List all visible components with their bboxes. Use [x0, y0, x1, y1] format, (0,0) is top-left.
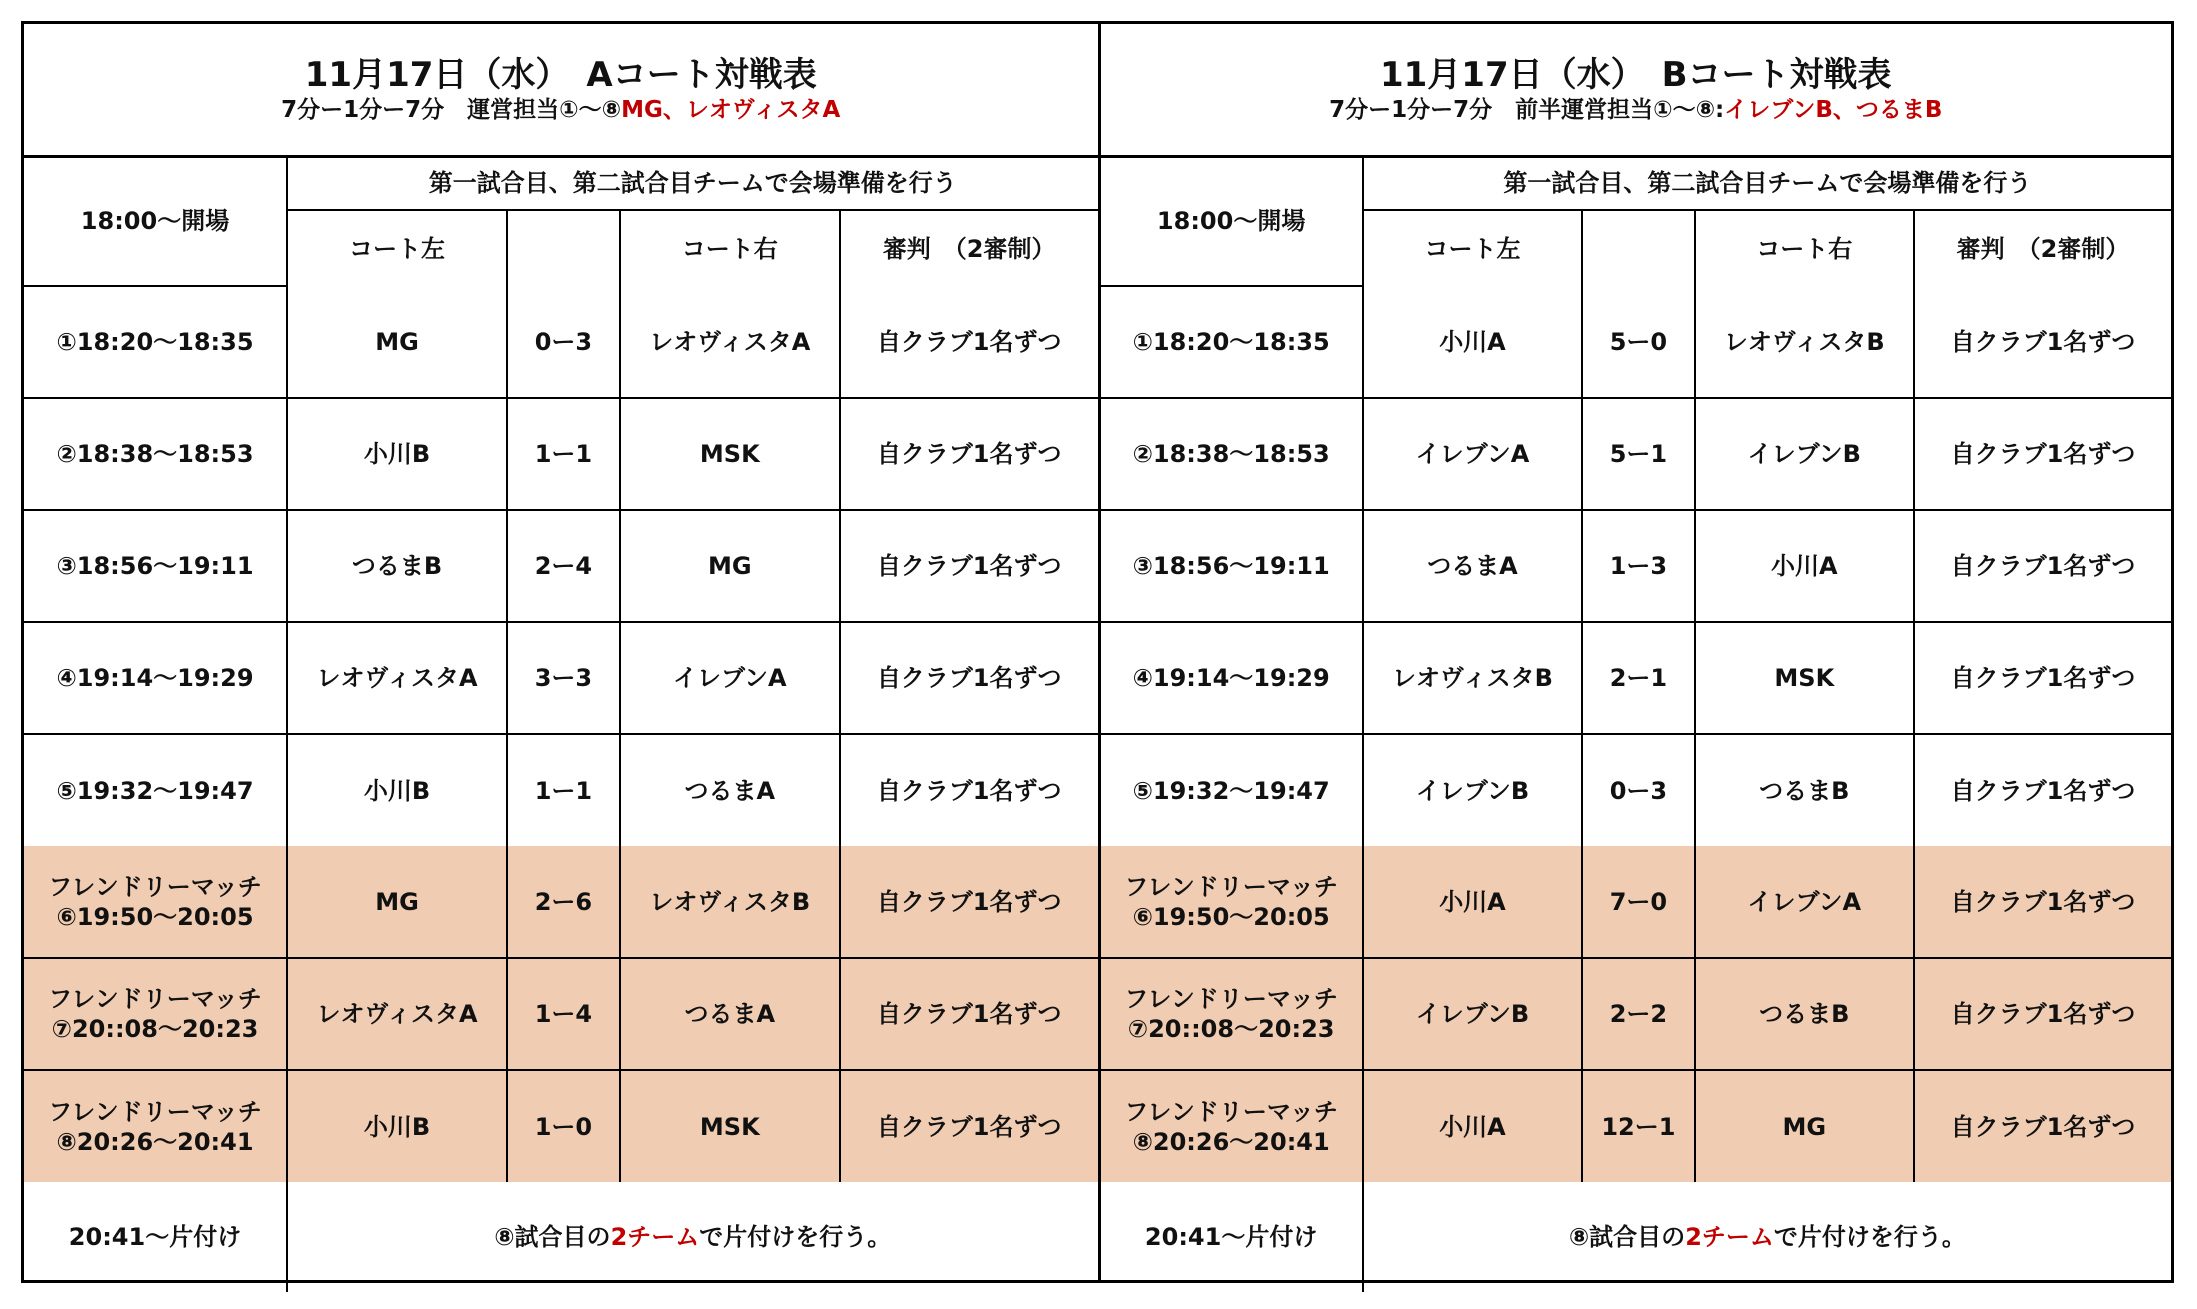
- header-score: [507, 210, 620, 286]
- cleanup-note: [1363, 1182, 2171, 1292]
- match-score: 1ー1: [507, 398, 620, 510]
- friendly-match-label: フレンドリーマッチ: [48, 1097, 262, 1126]
- cleanup-text-post: で片付けを行う。: [699, 1223, 892, 1251]
- header-court-right: コート右: [1695, 210, 1914, 286]
- friendly-match-time-cell: [1101, 1070, 1363, 1182]
- court-b-schedule: [1098, 24, 2172, 1280]
- match-score: 1ー3: [1582, 510, 1694, 622]
- match-row: [24, 510, 1098, 622]
- subtitle-text: 7分ー1分ー7分 運営担当①～⑧: [281, 97, 622, 124]
- match-row: [1101, 398, 2172, 510]
- match-row: [1101, 622, 2172, 734]
- match-time: ①18:20～18:35: [1101, 286, 1363, 398]
- match-time: ②18:38～18:53: [1101, 398, 1363, 510]
- court-title-cell: [1101, 24, 2172, 156]
- match-score: 7ー0: [1582, 846, 1694, 958]
- friendly-match-time: ⑦20::08～20:23: [1127, 1015, 1335, 1043]
- team-left: レオヴィスタA: [287, 622, 507, 734]
- team-right: イレブンA: [1695, 846, 1914, 958]
- match-row: [1101, 510, 2172, 622]
- team-left: 小川B: [287, 398, 507, 510]
- match-score: 2ー1: [1582, 622, 1694, 734]
- header-referee: 審判 （2審制）: [840, 210, 1098, 286]
- cleanup-text-highlight: 2チーム: [610, 1223, 700, 1251]
- court-title-cell: [24, 24, 1098, 156]
- referee-assignment: 自クラブ1名ずつ: [1914, 398, 2171, 510]
- subtitle-highlight: イレブンB、つるまB: [1724, 97, 1943, 124]
- match-score: 5ー0: [1582, 286, 1694, 398]
- match-score: 2ー2: [1582, 958, 1694, 1070]
- team-right: MG: [1695, 1070, 1914, 1182]
- friendly-match-label: フレンドリーマッチ: [1124, 872, 1338, 901]
- team-left: 小川B: [287, 1070, 507, 1182]
- match-score: 5ー1: [1582, 398, 1694, 510]
- prep-note: 第一試合目、第二試合目チームで会場準備を行う: [1363, 156, 2171, 210]
- team-left: イレブンB: [1363, 734, 1582, 846]
- match-score: 1ー0: [507, 1070, 620, 1182]
- referee-assignment: 自クラブ1名ずつ: [1914, 846, 2171, 958]
- referee-assignment: 自クラブ1名ずつ: [840, 622, 1098, 734]
- team-right: レオヴィスタB: [1695, 286, 1914, 398]
- match-time: ③18:56～19:11: [1101, 510, 1363, 622]
- friendly-match-time: ⑦20::08～20:23: [51, 1015, 259, 1043]
- cleanup-time: 20:41～片付け: [24, 1182, 287, 1292]
- prep-note: 第一試合目、第二試合目チームで会場準備を行う: [287, 156, 1098, 210]
- team-left: 小川A: [1363, 286, 1582, 398]
- match-time: ⑤19:32～19:47: [24, 734, 287, 846]
- team-right: つるまA: [620, 734, 840, 846]
- referee-assignment: 自クラブ1名ずつ: [840, 734, 1098, 846]
- team-right: イレブンA: [620, 622, 840, 734]
- team-right: イレブンB: [1695, 398, 1914, 510]
- open-time: 18:00～開場: [1101, 156, 1363, 286]
- match-score: 3ー3: [507, 622, 620, 734]
- team-left: レオヴィスタA: [287, 958, 507, 1070]
- court-a-schedule: [24, 24, 1098, 1280]
- friendly-match-time: ⑧20:26～20:41: [56, 1127, 254, 1156]
- match-score: 0ー3: [507, 286, 620, 398]
- team-left: MG: [287, 846, 507, 958]
- friendly-match-time: ⑥19:50～20:05: [1132, 902, 1330, 931]
- friendly-match-row: [24, 846, 1098, 958]
- team-left: レオヴィスタB: [1363, 622, 1582, 734]
- team-left: 小川A: [1363, 1070, 1582, 1182]
- cleanup-text-pre: ⑧試合目の: [1568, 1223, 1686, 1251]
- header-score: [1582, 210, 1694, 286]
- match-row: [24, 734, 1098, 846]
- team-left: イレブンA: [1363, 398, 1582, 510]
- referee-assignment: 自クラブ1名ずつ: [840, 510, 1098, 622]
- match-score: 2ー4: [507, 510, 620, 622]
- friendly-match-label: フレンドリーマッチ: [48, 985, 262, 1013]
- friendly-match-time-cell: [24, 958, 287, 1070]
- friendly-match-row: [1101, 846, 2172, 958]
- subtitle-text: 7分ー1分ー7分 前半運営担当①～⑧:: [1329, 97, 1725, 124]
- match-time: ④19:14～19:29: [1101, 622, 1363, 734]
- cleanup-text-post: で片付けを行う。: [1773, 1223, 1966, 1251]
- friendly-match-time-cell: [24, 1070, 287, 1182]
- friendly-match-row: [24, 958, 1098, 1070]
- court-subtitle: [1101, 96, 2172, 125]
- friendly-match-time-cell: [1101, 846, 1363, 958]
- match-score: 1ー4: [507, 958, 620, 1070]
- friendly-match-time: ⑧20:26～20:41: [1132, 1127, 1330, 1156]
- match-time: ④19:14～19:29: [24, 622, 287, 734]
- friendly-match-time: ⑥19:50～20:05: [56, 902, 254, 931]
- referee-assignment: 自クラブ1名ずつ: [840, 958, 1098, 1070]
- referee-assignment: 自クラブ1名ずつ: [840, 846, 1098, 958]
- open-time: 18:00～開場: [24, 156, 287, 286]
- header-court-left: コート左: [1363, 210, 1582, 286]
- subtitle-highlight: MG、レオヴィスタA: [621, 97, 841, 124]
- schedule-sheet: [21, 21, 2174, 1283]
- team-right: 小川A: [1695, 510, 1914, 622]
- header-court-left: コート左: [287, 210, 507, 286]
- cleanup-text-highlight: 2チーム: [1685, 1223, 1774, 1251]
- match-time: ①18:20～18:35: [24, 286, 287, 398]
- friendly-match-label: フレンドリーマッチ: [1124, 1097, 1338, 1126]
- friendly-match-label: フレンドリーマッチ: [48, 872, 262, 901]
- friendly-match-time-cell: [24, 846, 287, 958]
- friendly-match-row: [24, 1070, 1098, 1182]
- match-time: ③18:56～19:11: [24, 510, 287, 622]
- referee-assignment: 自クラブ1名ずつ: [840, 398, 1098, 510]
- team-left: つるまA: [1363, 510, 1582, 622]
- team-right: つるまA: [620, 958, 840, 1070]
- match-row: [1101, 734, 2172, 846]
- team-left: 小川B: [287, 734, 507, 846]
- match-table: [1101, 24, 2172, 1292]
- friendly-match-label: フレンドリーマッチ: [1124, 985, 1338, 1013]
- referee-assignment: 自クラブ1名ずつ: [840, 286, 1098, 398]
- referee-assignment: 自クラブ1名ずつ: [1914, 958, 2171, 1070]
- cleanup-note: [287, 1182, 1098, 1292]
- match-row: [24, 286, 1098, 398]
- referee-assignment: 自クラブ1名ずつ: [1914, 1070, 2171, 1182]
- team-left: つるまB: [287, 510, 507, 622]
- team-right: MSK: [1695, 622, 1914, 734]
- friendly-match-time-cell: [1101, 958, 1363, 1070]
- team-right: つるまB: [1695, 734, 1914, 846]
- cleanup-time: 20:41～片付け: [1101, 1182, 1363, 1292]
- match-score: 12ー1: [1582, 1070, 1694, 1182]
- match-row: [1101, 286, 2172, 398]
- match-time: ⑤19:32～19:47: [1101, 734, 1363, 846]
- match-row: [24, 622, 1098, 734]
- friendly-match-row: [1101, 958, 2172, 1070]
- match-score: 2ー6: [507, 846, 620, 958]
- referee-assignment: 自クラブ1名ずつ: [1914, 734, 2171, 846]
- team-left: 小川A: [1363, 846, 1582, 958]
- match-row: [24, 398, 1098, 510]
- team-right: MSK: [620, 398, 840, 510]
- referee-assignment: 自クラブ1名ずつ: [1914, 622, 2171, 734]
- header-referee: 審判 （2審制）: [1914, 210, 2171, 286]
- team-left: イレブンB: [1363, 958, 1582, 1070]
- referee-assignment: 自クラブ1名ずつ: [1914, 510, 2171, 622]
- header-court-right: コート右: [620, 210, 840, 286]
- team-right: レオヴィスタB: [620, 846, 840, 958]
- match-score: 1ー1: [507, 734, 620, 846]
- team-left: MG: [287, 286, 507, 398]
- team-right: つるまB: [1695, 958, 1914, 1070]
- referee-assignment: 自クラブ1名ずつ: [840, 1070, 1098, 1182]
- referee-assignment: 自クラブ1名ずつ: [1914, 286, 2171, 398]
- court-subtitle: [24, 96, 1098, 125]
- cleanup-text-pre: ⑧試合目の: [494, 1223, 611, 1251]
- court-title: 11月17日（水） Aコート対戦表: [304, 54, 817, 95]
- friendly-match-row: [1101, 1070, 2172, 1182]
- team-right: MSK: [620, 1070, 840, 1182]
- match-table: [24, 24, 1098, 1292]
- match-time: ②18:38～18:53: [24, 398, 287, 510]
- team-right: MG: [620, 510, 840, 622]
- match-score: 0ー3: [1582, 734, 1694, 846]
- court-title: 11月17日（水） Bコート対戦表: [1379, 54, 1892, 95]
- team-right: レオヴィスタA: [620, 286, 840, 398]
